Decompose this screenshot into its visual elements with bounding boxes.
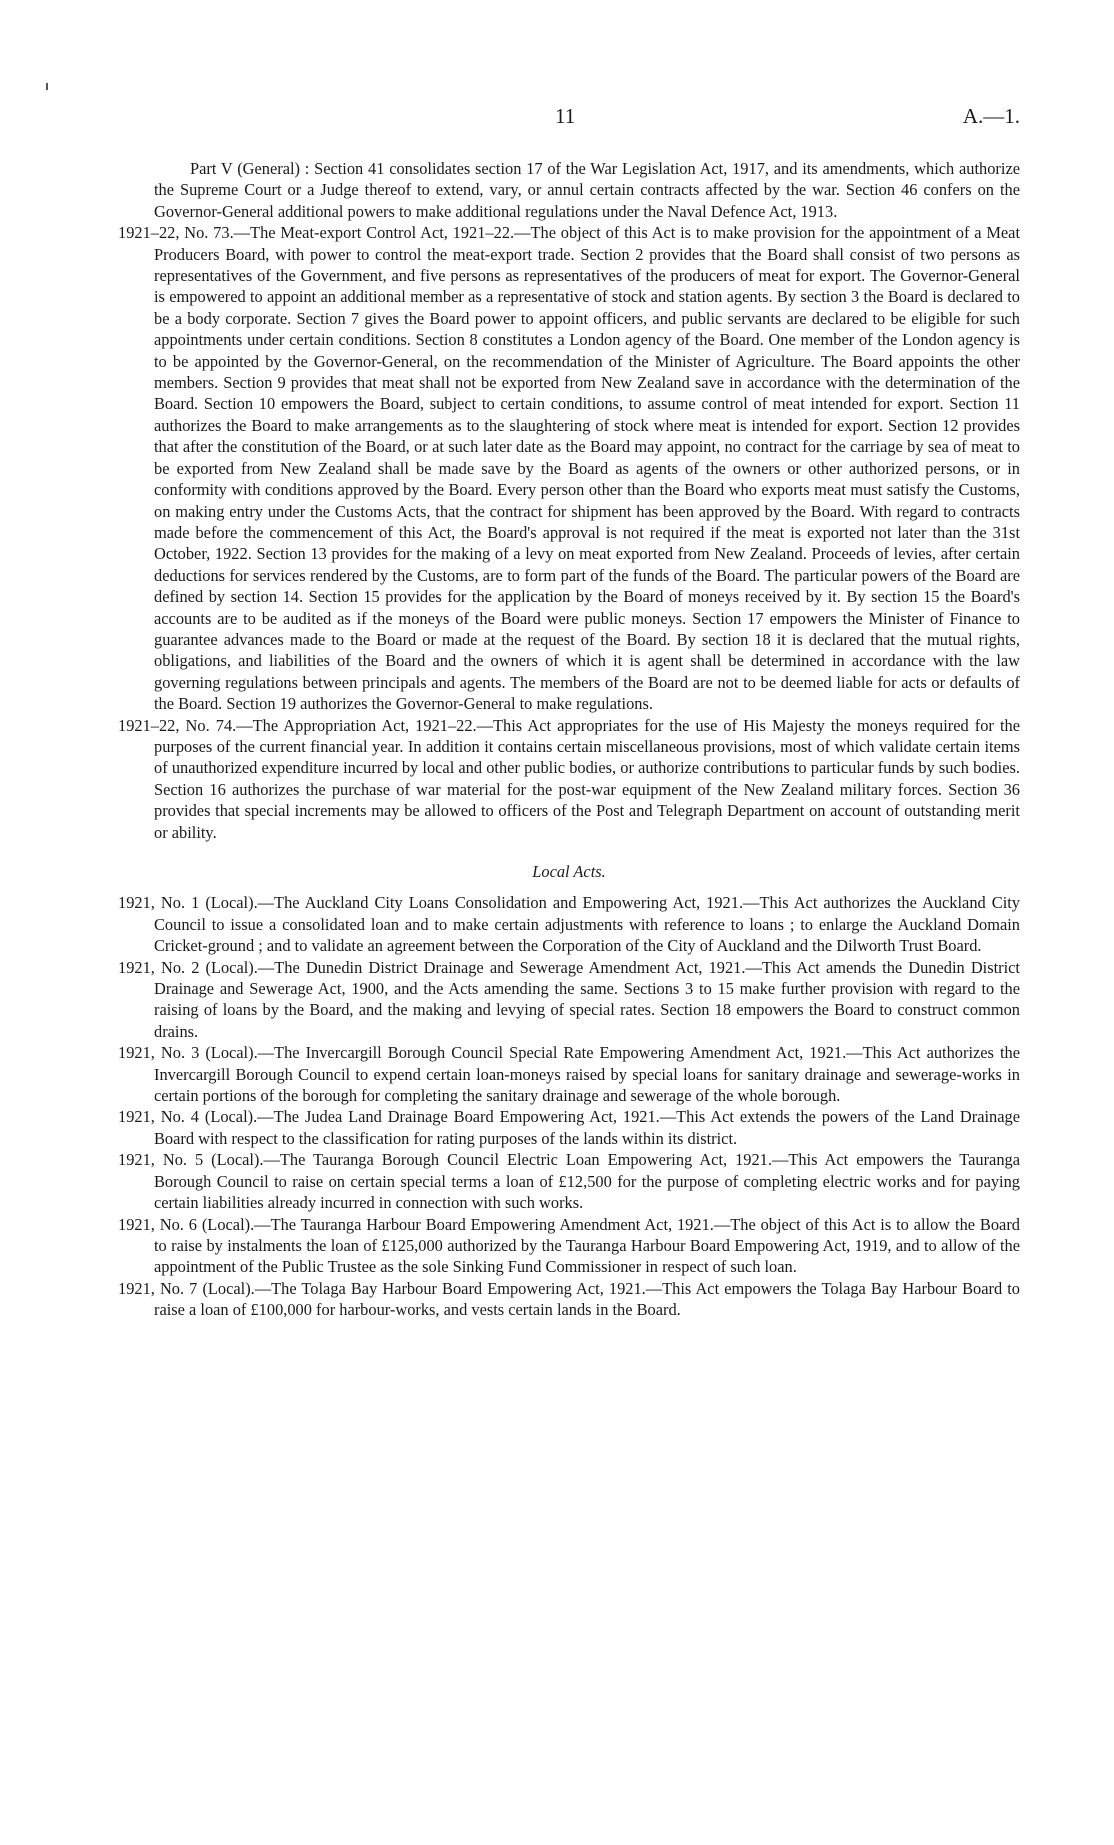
scan-mark <box>46 83 48 90</box>
entry-local-3: 1921, No. 3 (Local).—The Invercargill Borough Council Special Rate Empowering Amendment Act, 1921.—This Act authorizes the Invercargill Borough Council to expend certain loan-moneys raised by special loans for sanitary drainage and sewerage-works in certain portions of the borough for completing the sanitary drainage and sewerage of the whole borough. <box>118 1043 1020 1106</box>
page-number: 11 <box>555 104 576 128</box>
entry-local-5: 1921, No. 5 (Local).—The Tauranga Borough Council Electric Loan Empowering Act, 1921.—This Act empowers the Tauranga Borough Council to raise on certain special terms a loan of £12,500 for the purpose of completing electric works and for paying certain liabilities already incurred in connection with such works. <box>118 1150 1020 1213</box>
entry-local-7: 1921, No. 7 (Local).—The Tolaga Bay Harbour Board Empowering Act, 1921.—This Act empowers the Tolaga Bay Harbour Board to raise a loan of £100,000 for harbour-works, and vests certain lands in the Board. <box>118 1278 1020 1320</box>
entry-local-2: 1921, No. 2 (Local).—The Dunedin District Drainage and Sewerage Amendment Act, 1921.—This Act amends the Dunedin District Drainage and Sewerage Act, 1900, and the Acts amending the same. Sections 3 to 15 make further provision with regard to the raising of loans by the Board, and the making and levying of special rates. Section 18 empowers the Board to construct common drains. <box>118 957 1020 1041</box>
entry-appropriation-act: 1921–22, No. 74.—The Appropriation Act, 1921–22.—This Act appropriates for the use of His Majesty the moneys required for the purposes of the current financial year. In addition it contains certain miscellaneous provisions, most of which validate certain items of unauthorized expenditure incurred by local and other public bodies, or authorize contributions to particular funds by such bodies. Section 16 authorizes the purchase of war material for the post-war equipment of the New Zealand military forces. Section 36 provides that special increments may be allowed to officers of the Post and Telegraph Department on account of outstanding merit or ability. <box>118 715 1020 842</box>
document-reference: A.—1. <box>962 104 1020 128</box>
paragraph-part-v: Part V (General) : Section 41 consolidates section 17 of the War Legislation Act, 1917, and its amendments, which authorize the Supreme Court or a Judge thereof to extend, vary, or annul certain contracts affected by the war. Section 46 confers on the Governor-General additional powers to make additional regulations under the Naval Defence Act, 1913. <box>154 159 1020 221</box>
entry-local-6: 1921, No. 6 (Local).—The Tauranga Harbour Board Empowering Amendment Act, 1921.—The object of this Act is to allow the Board to raise by instalments the loan of £125,000 authorized by the Tauranga Harbour Board Empowering Act, 1919, and to allow of the appointment of the Public Trustee as the sole Sinking Fund Commissioner in respect of such loan. <box>118 1214 1020 1277</box>
entry-local-4: 1921, No. 4 (Local).—The Judea Land Drainage Board Empowering Act, 1921.—This Act extends the powers of the Land Drainage Board with respect to the classification for rating purposes of the lands within its district. <box>118 1107 1020 1148</box>
entry-meat-export-control-act: 1921–22, No. 73.—The Meat-export Control Act, 1921–22.—The object of this Act is to make provision for the appointment of a Meat Producers Board, with power to control the meat-export trade. Section 2 provides that the Board shall consist of two persons as representatives of the Government, and five persons as representatives of the producers of meat for export. The Governor-General is empowered to appoint an additional member as a representative of stock and station agents. By section 3 the Board is declared to be a body corporate. Section 7 gives the Board power to appoint officers, and public servants are declared to be eligible for such appointments under certain conditions. Section 8 constitutes a London agency of the Board. One member of the London agency is to be appointed by the Governor-General, on the recommendation of the Minister of Agriculture. The Board appoints the other members. Section 9 provides that meat shall not be exported from New Zealand save in accordance with the determination of the Board. Section 10 empowers the Board, subject to certain conditions, to assume control of meat intended for export. Section 11 authorizes the Board to make arrangements as to the slaughtering of stock where meat is intended for export. Section 12 provides that after the constitution of the Board, or at such later date as the Board may appoint, no contract for the carriage by sea of meat to be exported from New Zealand shall be made save by the Board as agents of the owners or other authorized persons, or in conformity with conditions approved by the Board. Every person other than the Board who exports meat must satisfy the Customs, on making entry under the Customs Acts, that the contract for shipment has been approved by the Board. With regard to contracts made before the commencement of this Act, the Board's approval is not required if the meat is exported not later than the 31st October, 1922. Section 13 provides for the making of a levy on meat exported from New Zealand. Proceeds of levies, after certain deductions for services rendered by the Customs, are to form part of the funds of the Board. The particular powers of the Board are defined by section 14. Section 15 provides for the application by the Board of moneys received by it. By section 15 the Board's accounts are to be audited as if the moneys of the Board were public moneys. Section 17 empowers the Minister of Finance to guarantee advances made to the Board or made at the request of the Board. By section 18 it is declared that the mutual rights, obligations, and liabilities of the Board and the owners of which it is agent shall be determined in accordance with the law governing regulations between principals and agents. The members of the Board are not to be deemed liable for acts or defaults of the Board. Section 19 authorizes the Governor-General to make regulations. <box>118 223 1020 714</box>
local-acts-heading: Local Acts. <box>532 862 606 881</box>
entry-local-1: 1921, No. 1 (Local).—The Auckland City Loans Consolidation and Empowering Act, 1921.—This Act authorizes the Auckland City Council to issue a consolidated loan and to make certain adjustments with reference to loans ; to enlarge the Auckland Domain Cricket-ground ; and to validate an agreement between the Corporation of the City of Auckland and the Dilworth Trust Board. <box>118 893 1020 956</box>
page-header <box>0 104 1114 134</box>
document-body <box>118 158 1020 1321</box>
